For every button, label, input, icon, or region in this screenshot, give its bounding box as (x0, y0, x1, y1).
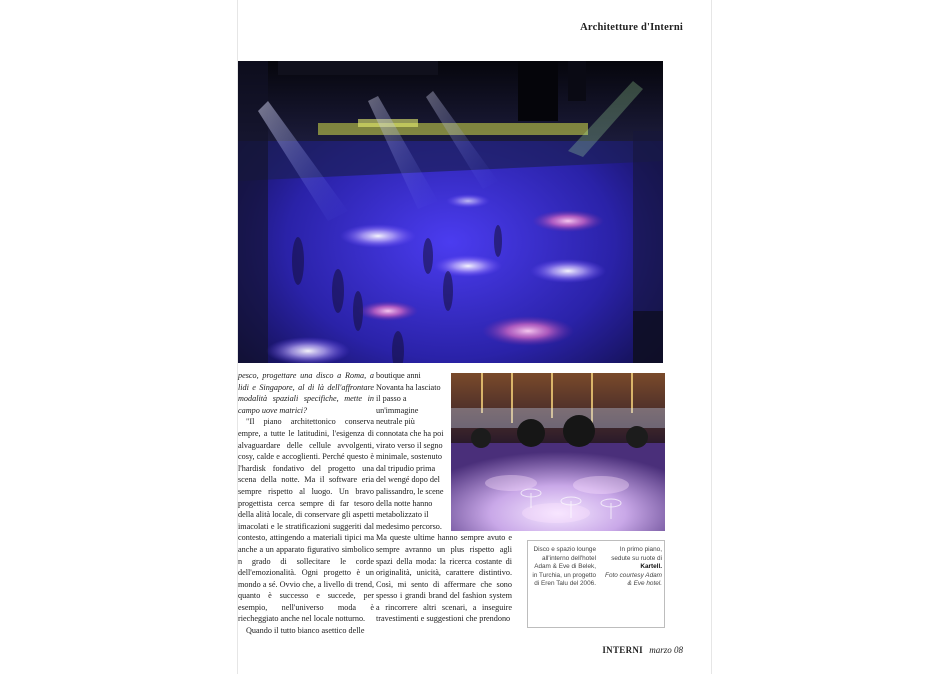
caption-right (602, 546, 662, 589)
article-paragraph: "Il piano architettonico conserva empre, a tutte le latitudini, l'esigenza di alvaguardare delle cellule avvolgenti, cosy, calde e accoglienti. Perché questo è l'hardisk fondativo del progetto una scena della notte. Ma il software eria sempre rispetto al luogo. Un bravo progettista cerca sempre di far tesoro della alità locale, di conservare gli aspetti imacolati e le stratificazioni suggeriti dal contesto, attingendo a materiali tipici ma anche a un apparato figurativo simbolico n grado di sollecitare le corde dell'emozionalità. Ogni progetto è un mondo a sé. Ovvio che, a livello di trend, quanto è successo e succede, per esempio, nell'universo moda è riecheggiato anche nel locale notturno. (238, 417, 374, 624)
caption-brand: Kartell. (640, 563, 662, 571)
article-intro: pesco, progettare una disco a Roma, a lidi e Singapore, al di là dell'affrontare modalità spaziali specifiche, mette in campo uove matrici? (238, 371, 374, 415)
page-footer (602, 645, 683, 655)
lounge-interior-photo (451, 373, 665, 531)
nightclub-dancefloor-photo (238, 61, 663, 363)
photo-caption (527, 540, 665, 628)
dancefloor-illustration (238, 61, 663, 363)
caption-right-text: In primo piano, sedute su ruote di (611, 546, 662, 562)
caption-credit: Foto courtesy Adam & Eve hotel. (605, 571, 662, 588)
article-paragraph: boutique anni Novanta ha lasciato il passo a un'immagine neutrale più connotata che ha poi virato verso il segno minimale, sostenuto dal tripudio prima del wengé dopo del palissandro, le scene della notte hanno metabolizzato il medesimo percorso. (376, 371, 444, 531)
section-title: Architetture d'Interni (580, 22, 683, 33)
magazine-page (237, 0, 712, 674)
issue-date: marzo 08 (649, 645, 683, 655)
article-paragraph: Quando il tutto bianco asettico delle (246, 626, 365, 636)
article-paragraph: Ma queste ultime hanno sempre avuto e sempre avranno un plus rispetto agli spazi della moda: la ricerca costante di originalità, unicità, carattere distintivo. Così, mi sento di affermare che sono spesso i grandi brand del fashion system a rincorrere altri scenari, a inseguire travestimenti e suggestioni che prendono (376, 533, 512, 624)
magazine-name: INTERNI (602, 645, 643, 655)
lounge-illustration (451, 373, 665, 531)
caption-left: Disco e spazio lounge all'interno dell'hotel Adam & Eve di Belek, in Turchia, un progetto di Eren Talu del 2006. (532, 546, 596, 588)
article-column-1 (238, 370, 374, 637)
